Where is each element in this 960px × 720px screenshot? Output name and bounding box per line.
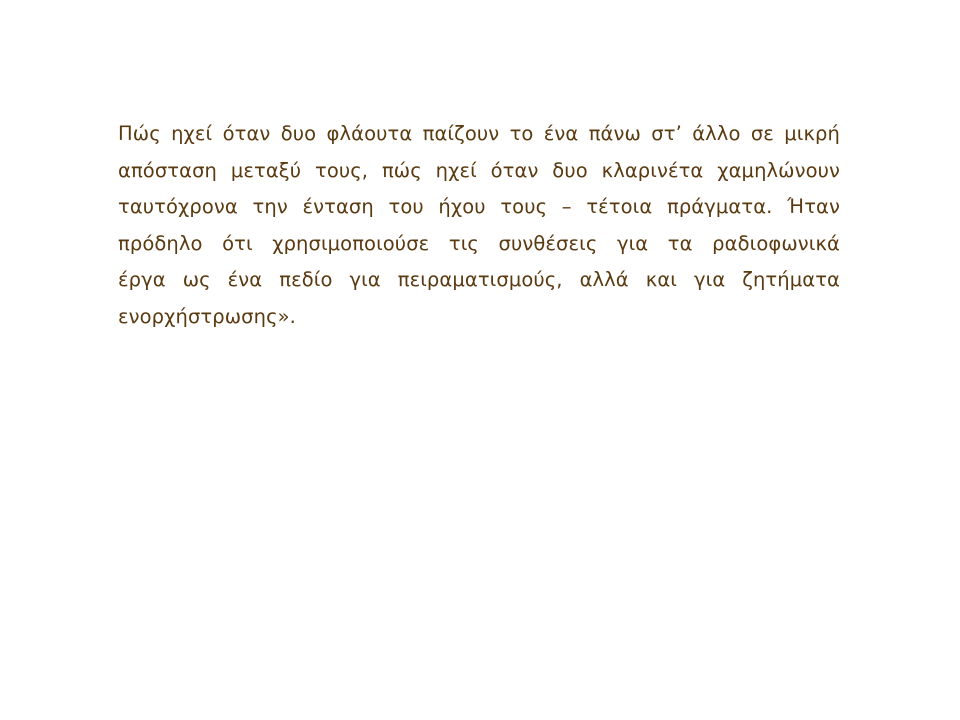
paragraph-line: ενορχήστρωσης». bbox=[118, 304, 296, 328]
paragraph-line: πρόδηλο ότι χρησιμοποιούσε τις συνθέσεις για τα ραδιοφωνικά bbox=[118, 231, 840, 255]
paragraph-line: έργα ως ένα πεδίο για πειραματισμούς, αλλά και για ζητήματα bbox=[118, 268, 840, 292]
paragraph-line: απόσταση μεταξύ τους, πώς ηχεί όταν δυο κλαρινέτα χαμηλώνουν bbox=[118, 158, 840, 182]
paragraph-line: ταυτόχρονα την ένταση του ήχου τους – τέτοια πράγματα. Ήταν bbox=[118, 195, 840, 219]
paragraph-line: Πώς ηχεί όταν δυο φλάουτα παίζουν το ένα πάνω στ’ άλλο σε μικρή bbox=[118, 122, 840, 145]
body-paragraph bbox=[118, 116, 840, 336]
